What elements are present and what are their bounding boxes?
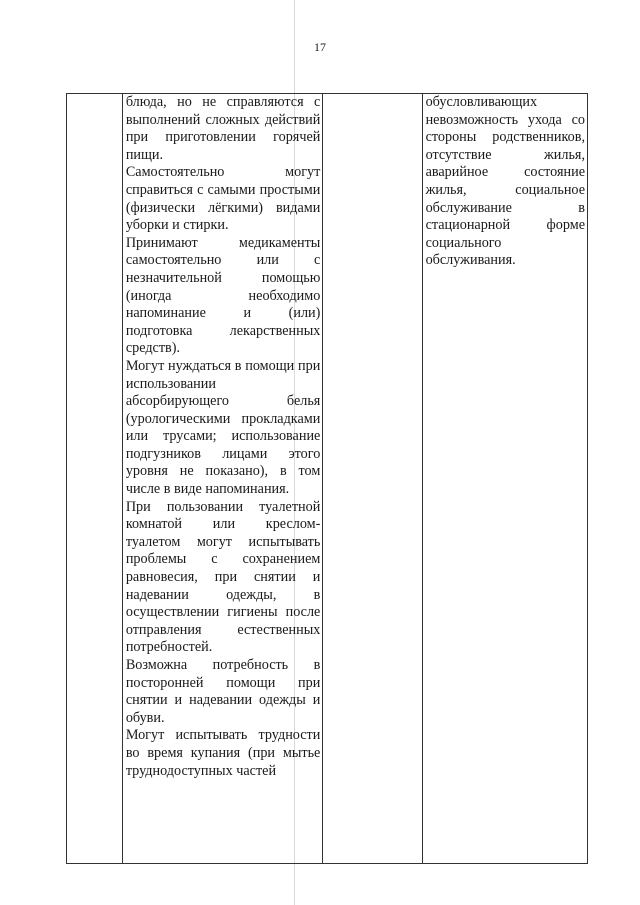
table-row [67,94,588,864]
description-paragraph: Принимают медикаменты самостоятельно или с незначительной помощью (иногда необходимо напоминание и (или) подготовка лекарственных средств). [125,234,321,357]
table-cell-empty-1 [67,94,123,864]
description-paragraph: Возможна потребность в посторонней помощи при снятии и надевании одежды и обуви. [125,657,321,726]
table-cell-description [122,94,323,864]
description-paragraph: блюда, но не справляются с выполнений сложных действий при приготовлении горячей пищи. [125,94,321,163]
table-cell-conditions [422,94,587,864]
description-paragraph: Самостоятельно могут справиться с самыми простыми (физически лёгкими) видами уборки и стирки. [125,164,321,234]
page-number: 17 [314,40,326,54]
table-cell-empty-3 [323,94,422,864]
description-paragraph: При пользовании туалетной комнатой или креслом-туалетом могут испытывать проблемы с сохранением равновесия, при снятии и надевании одежды, в осуществлении гигиены после отправления естественных потребностей. [125,498,321,656]
document-table [66,93,588,864]
description-paragraph: Могут нуждаться в помощи при использовании абсорбирующего белья (урологическими прокладками или трусами; использование подгузников лицами этого уровня не показано), в том числе в виде напоминания. [125,357,321,498]
description-paragraph: Могут испытывать трудности во время купания (при мытье труднодоступных частей [125,727,321,779]
conditions-paragraph: обусловливающих невозможность ухода со стороны родственников, отсутствие жилья, аварийное состояние жилья, социальное обслуживание в стационарной форме социального обслуживания. [425,94,585,269]
